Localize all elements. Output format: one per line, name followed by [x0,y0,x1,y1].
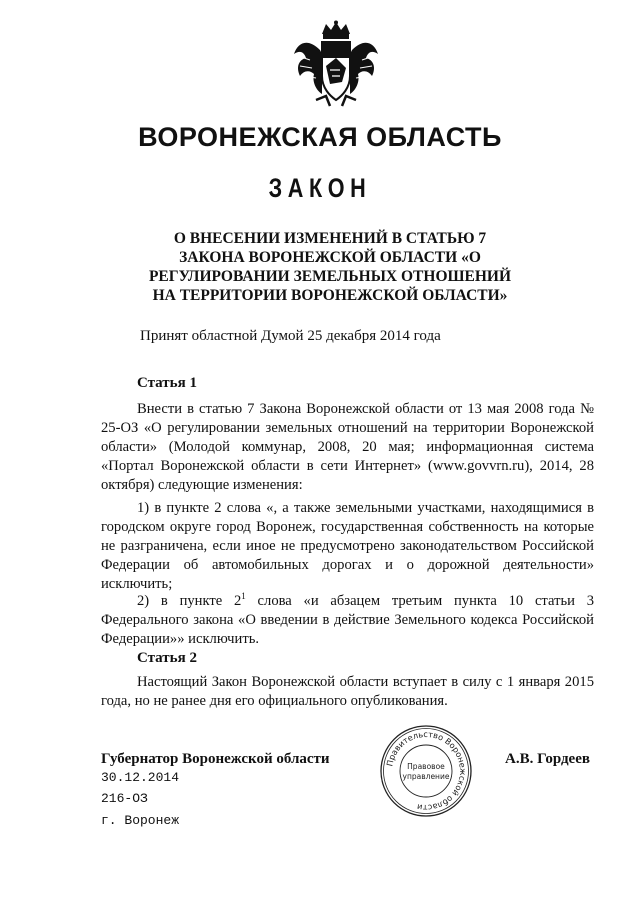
adoption-date: Принят областной Думой 25 декабря 2014 года [140,328,441,344]
law-title [120,229,540,305]
article-2-text: Настоящий Закон Воронежской области вступает в силу с 1 января 2015 года, но не ранее дня его официального опубликования. [101,674,594,709]
law-number: 216-ОЗ [101,791,148,806]
article-1-heading: Статья 1 [137,375,197,391]
document-type-heading: ЗАКОН [268,173,372,203]
item-2-text-start: 2) в пункте 2 [137,593,242,609]
signing-city: г. Воронеж [101,813,180,828]
article-2-heading: Статья 2 [137,650,197,666]
law-title-line: ЗАКОНА ВОРОНЕЖСКОЙ ОБЛАСТИ «О [179,249,481,266]
stamp-center-line-2: управление [402,772,450,781]
article-1-item-2 [101,592,594,649]
stamp-center-line-1: Правовое [407,762,445,771]
item-2-text-end: слова «и абзацем третьим пункта 10 статьи 3 Федерального закона «О введении в действие Земельного кодекса Российской Федерации»» исключить. [101,593,594,647]
coat-of-arms-emblem [290,20,382,110]
article-1-item-1: 1) в пункте 2 слова «, а также земельными участками, находящимися в городском округе город Воронеж, государственная собственность на которые не разграничена, если иное не предусмотрено законодательством Российской Федерации об автомобильных дорогах и о дорожной деятельности» исключить; [101,500,594,592]
region-heading: ВОРОНЕЖСКАЯ ОБЛАСТЬ [138,122,502,152]
stamp-ring-text: Правительство Воронежской области [384,728,469,814]
item-2-superscript: 1 [241,591,246,602]
law-title-line: НА ТЕРРИТОРИИ ВОРОНЕЖСКОЙ ОБЛАСТИ» [152,287,508,304]
signatory-position: Губернатор Воронежской области [101,751,330,767]
law-title-line: РЕГУЛИРОВАНИИ ЗЕМЕЛЬНЫХ ОТНОШЕНИЙ [148,268,512,285]
signatory-name: А.В. Гордеев [505,751,590,767]
signing-date: 30.12.2014 [101,770,180,785]
law-title-line: О ВНЕСЕНИИ ИЗМЕНЕНИЙ В СТАТЬЮ 7 [173,230,487,247]
article-1-intro: Внести в статью 7 Закона Воронежской области от 13 мая 2008 года № 25-ОЗ «О регулировании земельных отношений на территории Воронежской области» (Молодой коммунар, 2008, 20 мая; информационная система «Портал Воронежской области в сети Интернет» (www.govvrn.ru), 2014, 28 октября) следующие изменения: [101,401,594,493]
official-stamp [378,723,474,819]
